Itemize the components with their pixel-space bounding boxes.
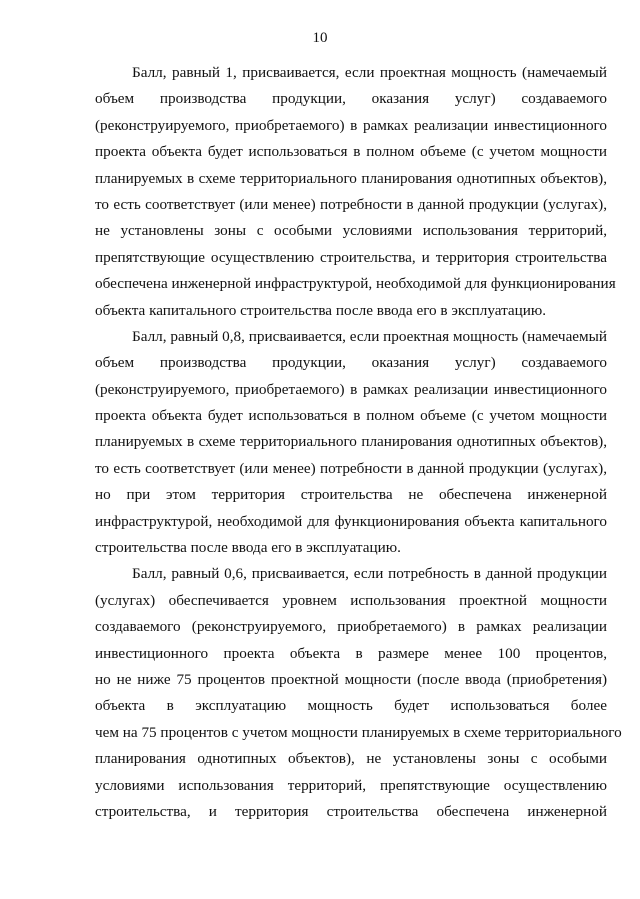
text-line: условиями использования территорий, препятствующие осуществлению [95,776,607,794]
text-line: планирования однотипных объектов), не установлены зоны с особыми [95,750,607,768]
text-line: строительства после ввода его в эксплуатацию. [95,539,401,557]
text-line: но не ниже 75 процентов проектной мощности (после ввода (приобретения) [95,670,607,688]
text-line: (реконструируемого, приобретаемого) в рамках реализации инвестиционного [95,116,607,134]
text-line: объекта в эксплуатацию мощность будет использоваться более [95,697,607,715]
text-line: (реконструируемого, приобретаемого) в рамках реализации инвестиционного [95,380,607,398]
text-line: то есть соответствует (или менее) потребности в данной продукции (услугах), [95,459,607,477]
text-line: строительства, и территория строительства обеспечена инженерной [95,802,607,820]
text-line: создаваемого (реконструируемого, приобретаемого) в рамках реализации [95,618,607,636]
text-line: чем на 75 процентов с учетом мощности планируемых в схеме территориального [95,723,622,741]
paragraph-2 [95,324,607,562]
text-line: то есть соответствует (или менее) потребности в данной продукции (услугах), [95,195,607,213]
text-line: планируемых в схеме территориального планирования однотипных объектов), [95,169,607,187]
text-line: не установлены зоны с особыми условиями использования территорий, [95,222,607,240]
text-line: объекта капитального строительства после ввода его в эксплуатацию. [95,301,547,319]
text-line: проекта объекта будет использоваться в полном объеме (с учетом мощности [95,143,607,161]
text-line: Балл, равный 0,8, присваивается, если проектная мощность (намечаемый [132,327,607,345]
text-line: планируемых в схеме территориального планирования однотипных объектов), [95,433,607,451]
page-number: 10 [312,30,328,46]
text-line: объем производства продукции, оказания услуг) создаваемого [95,90,607,108]
text-line: Балл, равный 0,6, присваивается, если потребность в данной продукции [132,565,607,583]
paragraph-3 [95,561,622,825]
text-line: объем производства продукции, оказания услуг) создаваемого [95,354,607,372]
text-line: проекта объекта будет использоваться в полном объеме (с учетом мощности [95,407,607,425]
document-body [95,60,622,825]
text-line: инфраструктурой, необходимой для функционирования объекта капитального [95,512,607,530]
paragraph-1 [95,60,616,324]
text-line: но при этом территория строительства не обеспечена инженерной [95,486,607,504]
text-line: Балл, равный 1, присваивается, если проектная мощность (намечаемый [132,64,607,81]
text-line: препятствующие осуществлению строительства, и территория строительства [95,248,607,266]
text-line: обеспечена инженерной инфраструктурой, необходимой для функционирования [95,275,616,293]
text-line: (услугах) обеспечивается уровнем использования проектной мощности [95,591,607,609]
text-line: инвестиционного проекта объекта в размере менее 100 процентов, [95,644,607,662]
